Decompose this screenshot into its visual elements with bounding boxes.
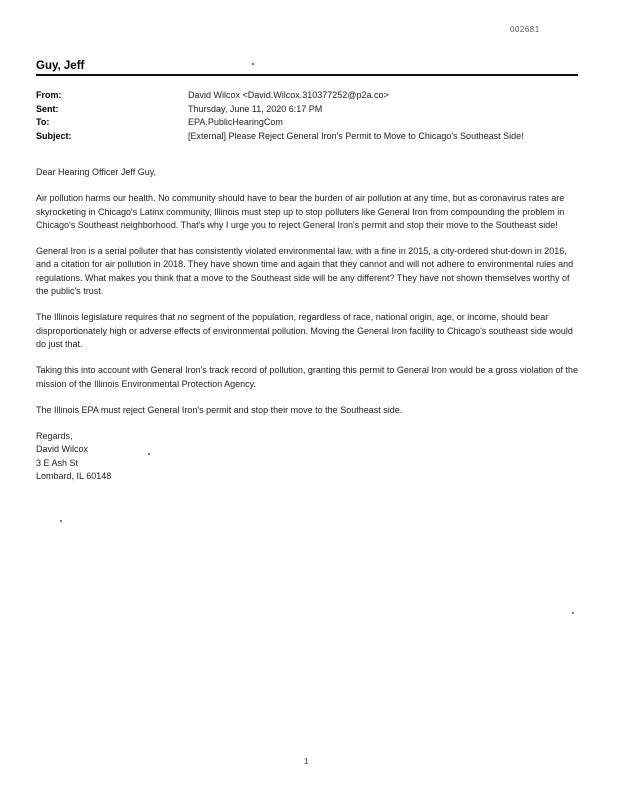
scan-speck [252,63,254,65]
body-paragraph: The Illinois EPA must reject General Iron's permit and stop their move to the Southeast side. [36,404,403,415]
from-row [36,89,596,103]
subject-value: [External] Please Reject General Iron's Permit to Move to Chicago's Southeast Side! [188,130,524,141]
body-paragraph: General Iron is a serial polluter that has consistently violated environmental law, with a fine in 2015, a city-ordered shut-down in 2016, and a citation for air pollution in 2018. They have shown time and again that they cannot and will not adhere to environmental rules and regulations. What makes you think that a move to the Southeast side will be any different? They have not shown themselves worthy of the public's trust. [36,246,574,297]
sent-row [36,103,596,117]
from-label: From: [36,90,62,100]
scan-speck [148,453,150,455]
email-header [36,89,596,143]
salutation: Dear Hearing Officer Jeff Guy, [36,167,157,177]
to-row [36,116,596,130]
signature-name: David Wilcox [36,444,89,455]
email-body [36,166,584,483]
signature-block [36,430,584,483]
mailbox-owner-name: Guy, Jeff [36,60,85,72]
subject-row [36,130,596,144]
body-paragraph: The Illinois legislature requires that no segment of the population, regardless of race, national origin, age, or income, should bear disproportionately high or adverse effects of environmental pollution. Moving the General Iron facility to Chicago's southeast side would do just that. [36,312,573,349]
page-number: 1 [304,757,309,766]
subject-label: Subject: [36,130,72,141]
owner-divider [36,74,578,76]
scan-speck [572,612,574,614]
body-paragraph: Taking this into account with General Iron's track record of pollution, granting this permit to General Iron would be a gross violation of the mission of the Illinois Environmental Protection Agency. [36,365,579,389]
closing: Regards, [36,431,73,442]
scan-speck [60,520,62,522]
signature-city: Lombard, IL 60148 [36,471,112,482]
document-id: 002681 [510,25,540,34]
signature-street: 3 E Ash St [36,457,79,468]
from-value: David Wilcox <David.Wilcox.310377252@p2a.co> [188,90,389,100]
sent-label: Sent: [36,103,59,114]
to-value: EPA.PublicHearingCom [188,117,283,127]
body-paragraph: Air pollution harms our health. No community should have to bear the burden of air pollution at any time, but as coronavirus rates are skyrocketing in Chicago's Latinx community, Illinois must step up to stop polluters like General Iron from compounding the problem in Chicago's Southeast neighborhood. That's why I urge you to reject General Iron's permit and stop their move to the Southeast side! [36,193,565,230]
sent-value: Thursday, June 11, 2020 6:17 PM [188,103,323,114]
to-label: To: [36,117,50,127]
